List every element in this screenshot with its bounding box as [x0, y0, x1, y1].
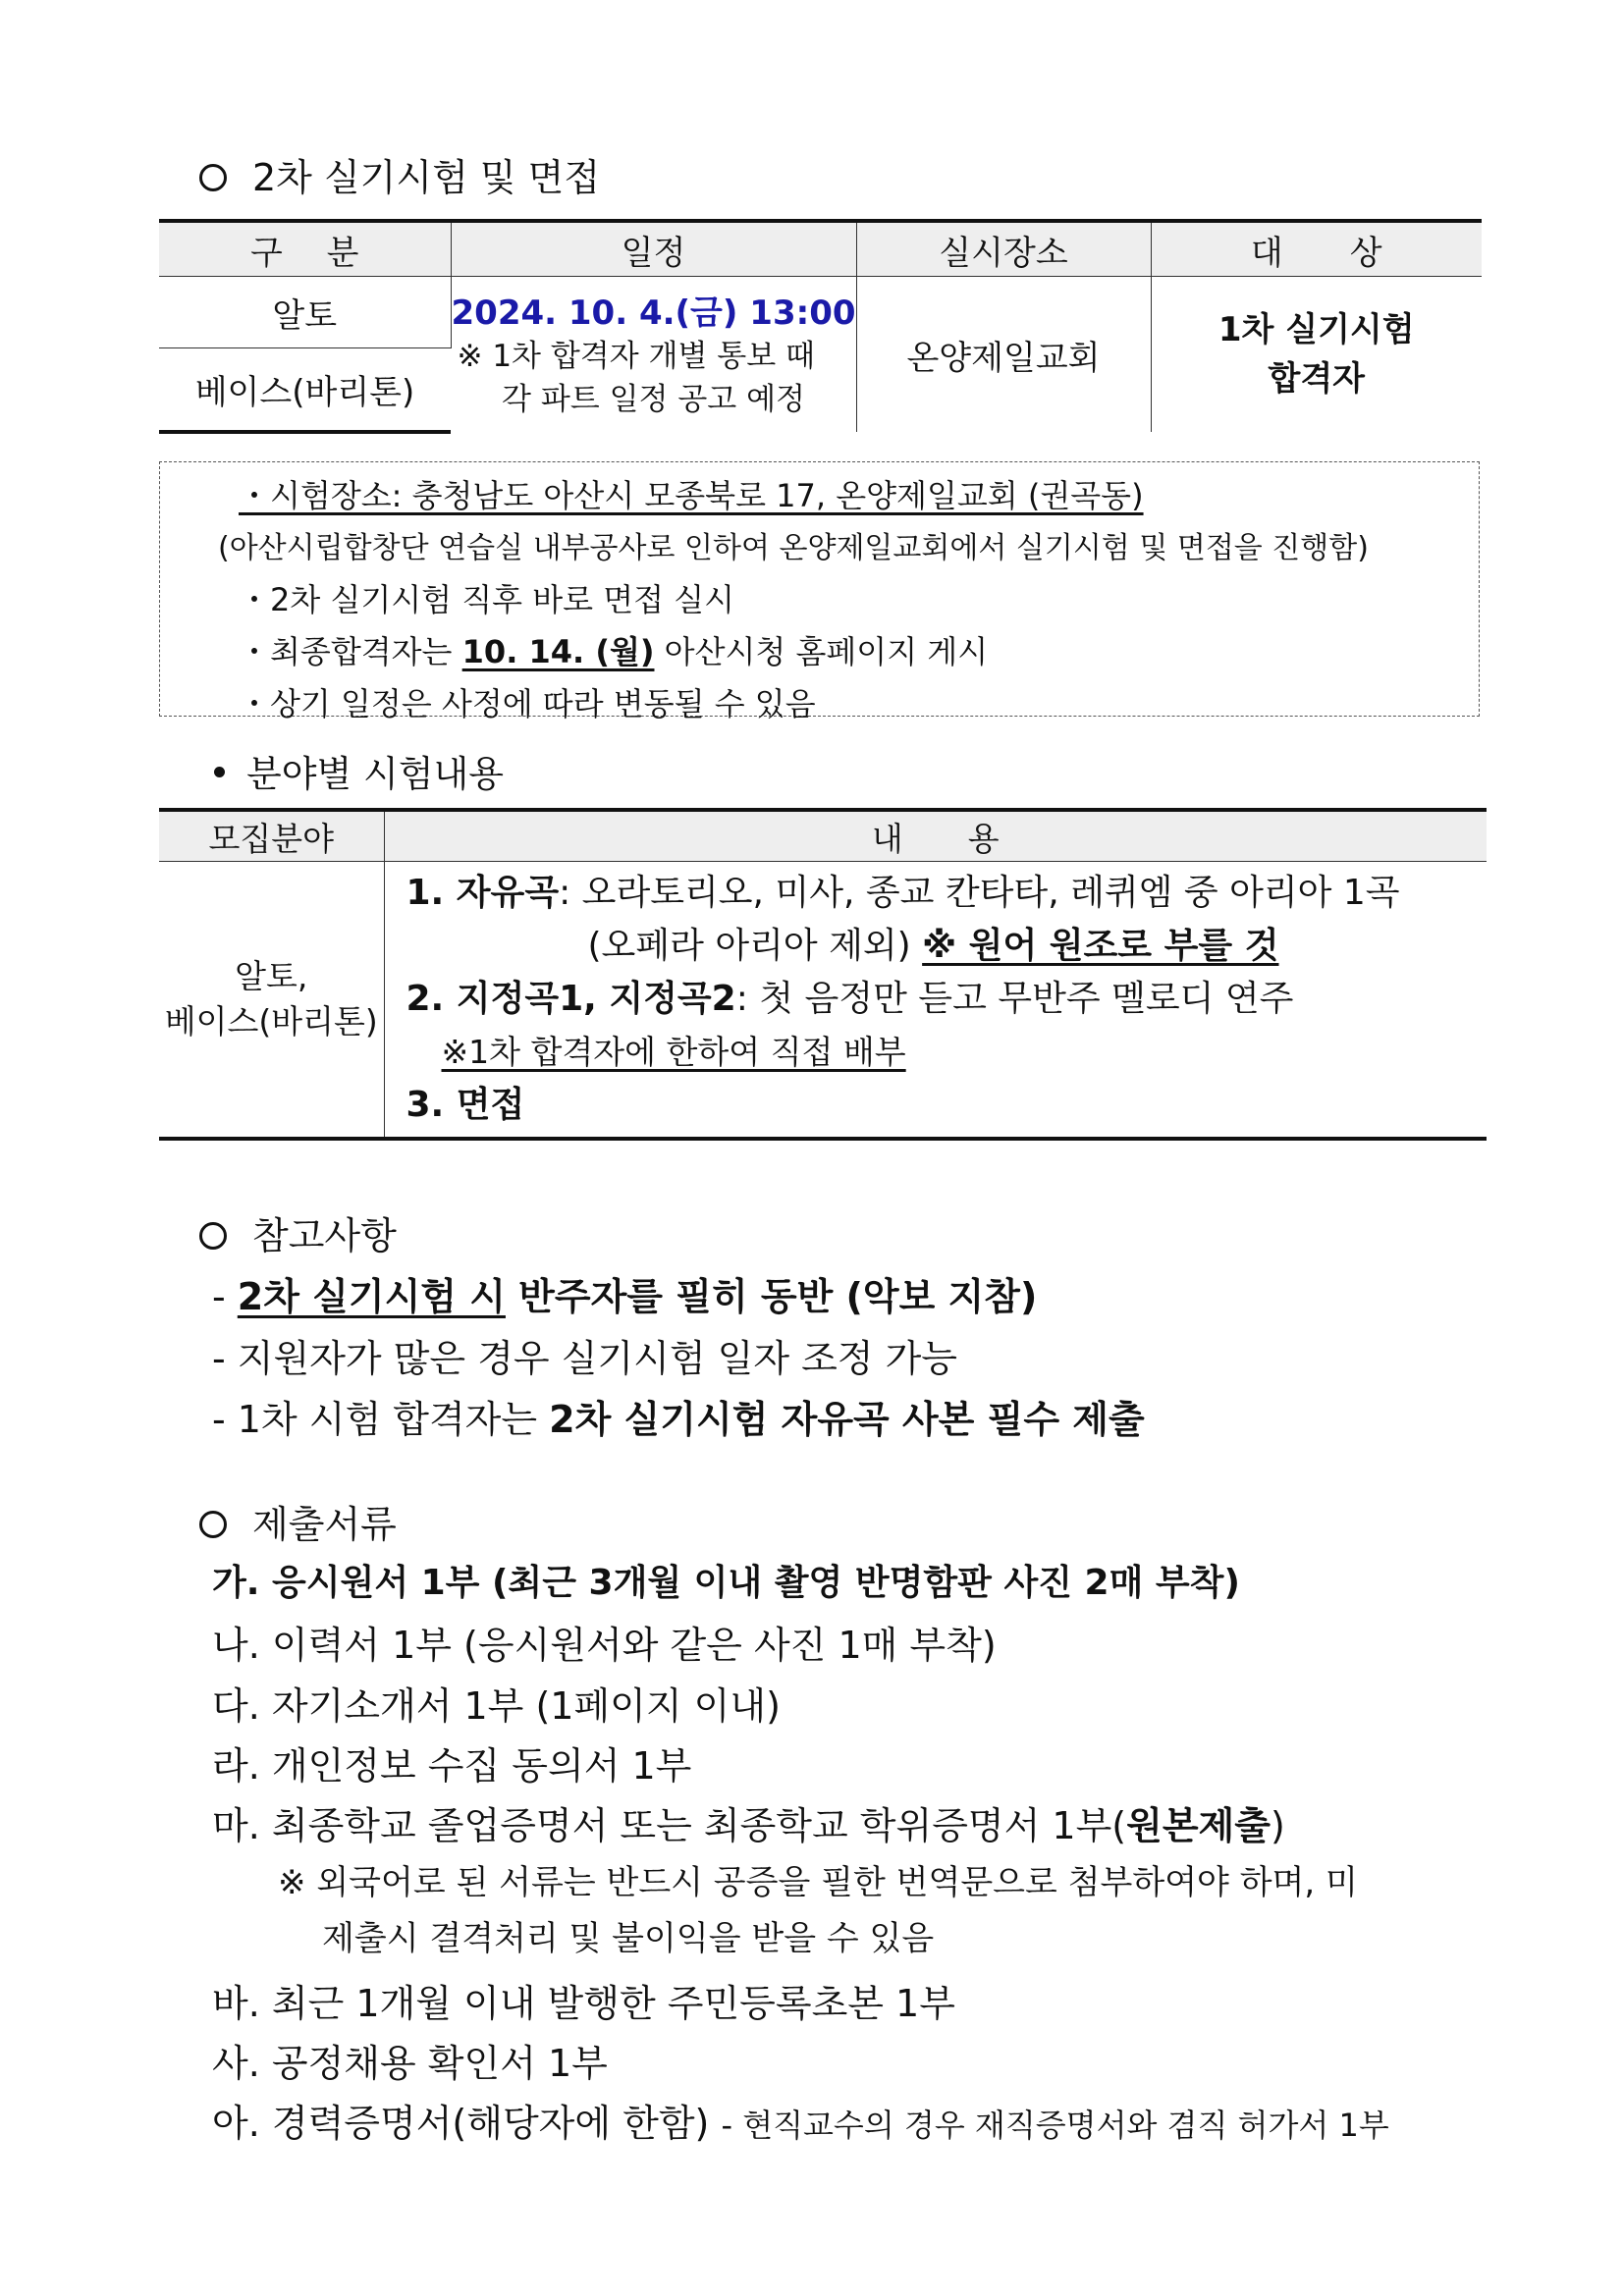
part-alto: 알토 [159, 277, 451, 348]
schedule-note-2: 각 파트 일정 공고 예정 [502, 382, 805, 417]
part-bass: 베이스(바리톤) [159, 348, 451, 433]
doc-career-cert: 아. 경력증명서(해당자에 한함) - 현직교수의 경우 재직증명서와 겸직 허가서 1부 [212, 2102, 1389, 2145]
exam-content-table [159, 808, 1487, 1141]
header-content: 내 용 [384, 810, 1487, 862]
target-cell [1151, 277, 1482, 433]
dot-bullet-icon [214, 767, 225, 777]
header-venue: 실시장소 [856, 221, 1151, 277]
doc-application: 가. 응시원서 1부 (최근 3개월 이내 촬영 반명함판 사진 2매 부착) [212, 1563, 1240, 1603]
table-header-row [159, 221, 1482, 277]
content-set-pieces-note: ※1차 합격자에 한하여 직접 배부 [441, 1033, 906, 1071]
section-heading-reference: 참고사항 [199, 1205, 397, 1259]
circle-bullet-icon [199, 1511, 227, 1538]
reference-schedule-adjust: - 지원자가 많은 경우 실기시험 일자 조정 가능 [212, 1337, 958, 1380]
note-final-announcement: ・최종합격자는 10. 14. (월) 아산시청 홈페이지 게시 [239, 633, 989, 670]
target-line-1: 1차 실기시험 [1217, 310, 1415, 349]
reference-accompanist: - 2차 실기시험 시 반주자를 필히 동반 (악보 지참) [212, 1275, 1038, 1318]
doc-resident-registration: 바. 최근 1개월 이내 발행한 주민등록초본 1부 [212, 1982, 955, 2025]
header-category: 구 분 [159, 221, 451, 277]
doc-translation-note-1: ※ 외국어로 된 서류는 반드시 공증을 필한 번역문으로 첨부하여야 하며, 미 [278, 1863, 1358, 1902]
content-interview: 3. 면접 [406, 1085, 525, 1125]
doc-graduation-cert: 마. 최종학교 졸업증명서 또는 최종학교 학위증명서 1부(원본제출) [212, 1804, 1285, 1847]
circle-bullet-icon [199, 1222, 227, 1250]
content-cell [384, 862, 1487, 1140]
doc-resume: 나. 이력서 1부 (응시원서와 같은 사진 1매 부착) [212, 1624, 997, 1667]
schedule-table [159, 219, 1482, 434]
header-field: 모집분야 [159, 810, 384, 862]
schedule-note-1: ※ 1차 합격자 개별 통보 때 [457, 339, 815, 374]
doc-privacy-consent: 라. 개인정보 수집 동의서 1부 [212, 1744, 692, 1788]
note-venue-reason: (아산시립합창단 연습실 내부공사로 인하여 온양제일교회에서 실기시험 및 면접을 진행함) [218, 531, 1369, 565]
doc-fair-hiring: 사. 공정채용 확인서 1부 [212, 2042, 608, 2085]
section-heading-fields: 분야별 시험내용 [214, 744, 504, 797]
content-free-piece-note: (오페라 아리아 제외) ※ 원어 원조로 부를 것 [587, 926, 1279, 966]
table-row [159, 862, 1487, 1140]
reference-submit-copy: - 1차 시험 합격자는 2차 실기시험 자유곡 사본 필수 제출 [212, 1398, 1145, 1441]
note-schedule-change: ・상기 일정은 사정에 따라 변동될 수 있음 [239, 685, 816, 722]
table-row [159, 277, 1482, 348]
field-cell: 알토, 베이스(바리톤) [159, 862, 384, 1140]
content-set-pieces: 2. 지정곡1, 지정곡2: 첫 음정만 듣고 무반주 멜로디 연주 [406, 979, 1294, 1019]
note-interview: ・2차 실기시험 직후 바로 면접 실시 [239, 581, 735, 618]
table-header-row [159, 810, 1487, 862]
section-heading-documents: 제출서류 [199, 1494, 397, 1548]
doc-translation-note-2: 제출시 결격처리 및 불이익을 받을 수 있음 [322, 1919, 935, 1958]
header-target: 대 상 [1151, 221, 1482, 277]
exam-datetime: 2024. 10. 4.(금) 13:00 [451, 294, 856, 333]
header-schedule: 일정 [451, 221, 856, 277]
schedule-cell [451, 277, 856, 433]
venue-cell: 온양제일교회 [856, 277, 1151, 433]
content-free-piece: 1. 자유곡: 오라토리오, 미사, 종교 칸타타, 레퀴엠 중 아리아 1곡 [406, 873, 1400, 913]
target-line-2: 합격자 [1268, 359, 1366, 399]
note-venue: ・시험장소: 충청남도 아산시 모종북로 17, 온양제일교회 (권곡동) [239, 477, 1144, 514]
doc-self-intro: 다. 자기소개서 1부 (1페이지 이내) [212, 1684, 781, 1728]
section-heading-practical: 2차 실기시험 및 면접 [199, 147, 600, 201]
circle-bullet-icon [199, 164, 227, 191]
